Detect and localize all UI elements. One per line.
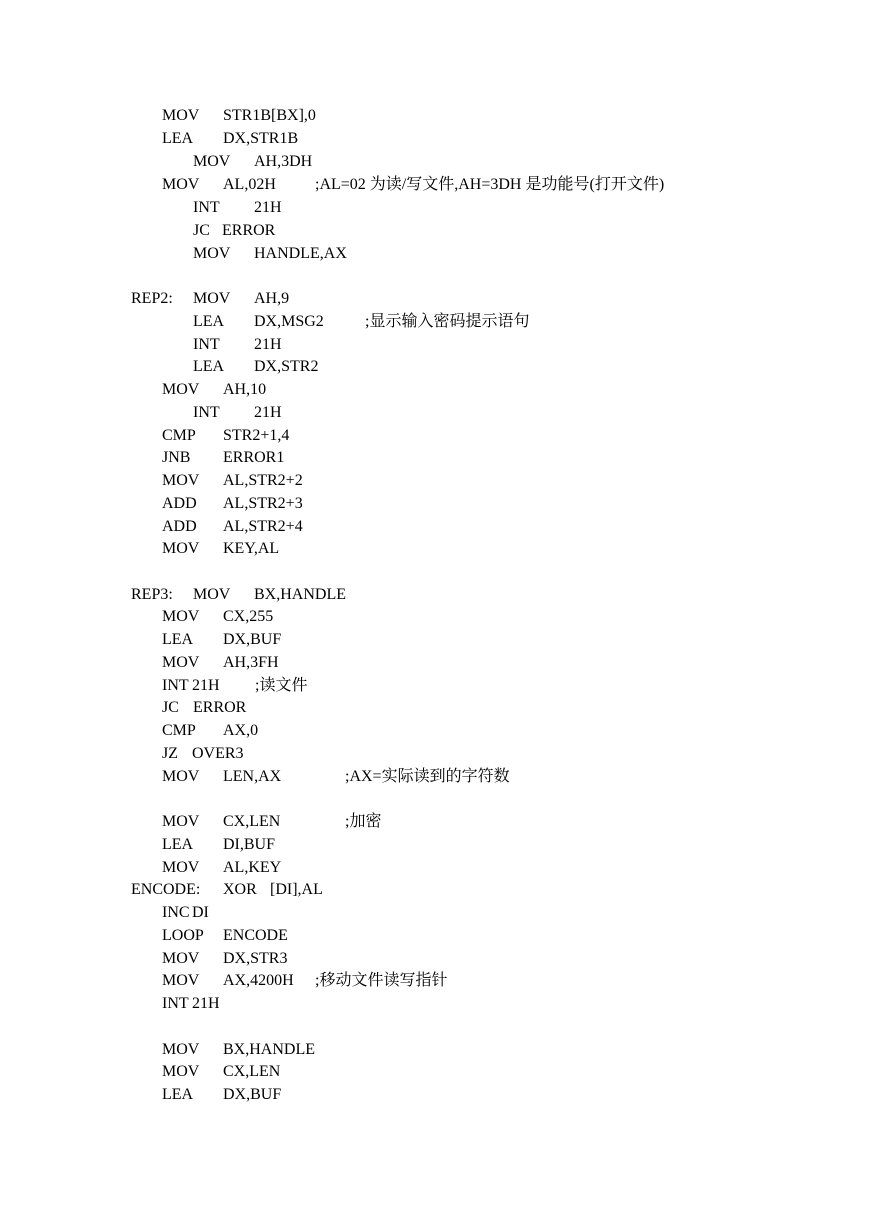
operands: STR2+1,4 [223,427,290,444]
code-line [162,129,722,149]
operands: DX,STR2 [254,358,319,375]
operands: LEN,AX [223,768,282,785]
comment: ;AL=02 为读/写文件,AH=3DH 是功能号(打开文件) [315,176,665,193]
code-line [193,335,753,355]
opcode: MOV [162,1063,200,1080]
code-line [131,585,731,605]
opcode: MOV [193,245,231,262]
operands: KEY,AL [223,540,280,557]
operands: 21H [192,995,220,1012]
operands: AX,0 [223,722,259,739]
operands: 21H [254,199,282,216]
code-line [162,539,722,559]
operands: AH,10 [223,381,267,398]
opcode: MOV [162,950,200,967]
code-line [162,744,722,764]
opcode: JC [193,222,210,239]
code-line [162,380,722,400]
opcode: MOV [162,768,200,785]
opcode: MOV [162,176,200,193]
code-line [162,767,722,787]
code-line [162,175,722,195]
opcode: MOV [162,813,200,830]
code-line [162,721,722,741]
operands: 21H [192,677,220,694]
operands: DI [192,904,209,921]
opcode: LEA [162,836,194,853]
opcode: LEA [193,313,225,330]
opcode: CMP [162,427,196,444]
code-line [193,221,753,241]
opcode: MOV [162,472,200,489]
operands: AL,KEY [223,859,282,876]
opcode: LEA [162,130,194,147]
opcode: MOV [193,586,231,603]
code-line [193,312,753,332]
operands: AX,4200H [223,972,294,989]
operands: AL,STR2+3 [223,495,303,512]
code-line [131,289,731,309]
code-line [193,403,753,423]
code-line [162,471,722,491]
opcode: XOR [223,881,257,898]
operands: DX,STR1B [223,130,299,147]
operands: AL,02H [223,176,276,193]
comment: ;加密 [345,813,382,830]
code-line [162,926,722,946]
operands: AL,STR2+2 [223,472,303,489]
operands: 21H [254,404,282,421]
operands: STR1B[BX],0 [223,107,316,124]
operands: [DI],AL [270,881,323,898]
operands: HANDLE,AX [254,245,347,262]
opcode: LEA [162,1086,194,1103]
opcode: MOV [162,972,200,989]
code-line [162,698,722,718]
code-line [162,812,722,832]
opcode: INT [162,677,189,694]
code-line [162,1062,722,1082]
opcode: MOV [162,608,200,625]
operands: ENCODE [223,927,288,944]
operands: DX,BUF [223,1086,282,1103]
opcode: INC [162,904,190,921]
opcode: MOV [193,290,231,307]
code-line [162,607,722,627]
code-line [162,1040,722,1060]
opcode: INT [162,995,189,1012]
operands: DX,MSG2 [254,313,324,330]
opcode: MOV [162,859,200,876]
code-line [162,676,722,696]
code-line [162,835,722,855]
opcode: INT [193,404,220,421]
opcode: MOV [162,540,200,557]
opcode: MOV [162,1041,200,1058]
opcode: CMP [162,722,196,739]
code-line [162,106,722,126]
operands: DI,BUF [223,836,276,853]
operands: ERROR1 [223,449,285,466]
operands: CX,255 [223,608,274,625]
code-line [162,653,722,673]
operands: BX,HANDLE [223,1041,315,1058]
code-line [193,152,753,172]
code-line [162,903,722,923]
opcode: MOV [162,107,200,124]
opcode: LEA [193,358,225,375]
opcode: LEA [162,631,194,648]
code-line [162,949,722,969]
code-line [162,971,722,991]
opcode: JZ [162,745,178,762]
operands: AH,3DH [254,153,313,170]
code-line [193,357,753,377]
operands: DX,STR3 [223,950,288,967]
opcode: ADD [162,495,197,512]
label: REP3: [131,586,173,603]
code-line [162,630,722,650]
code-line [162,517,722,537]
label: ENCODE: [131,881,201,898]
opcode: JNB [162,449,191,466]
opcode: JC [162,699,179,716]
code-line [193,198,753,218]
code-line [162,994,722,1014]
comment: ;读文件 [255,677,308,694]
opcode: MOV [193,153,231,170]
code-line [162,1085,722,1105]
code-line [131,880,731,900]
opcode: MOV [162,381,200,398]
operands: ERROR [222,222,276,239]
operands: ERROR [193,699,247,716]
comment: ;显示输入密码提示语句 [365,313,530,330]
comment: ;移动文件读写指针 [315,972,448,989]
code-line [162,448,722,468]
operands: OVER3 [192,745,244,762]
operands: DX,BUF [223,631,282,648]
operands: 21H [254,336,282,353]
code-line [162,494,722,514]
operands: CX,LEN [223,1063,281,1080]
operands: AH,9 [254,290,290,307]
operands: BX,HANDLE [254,586,346,603]
opcode: MOV [162,654,200,671]
opcode: ADD [162,518,197,535]
operands: AL,STR2+4 [223,518,303,535]
opcode: LOOP [162,927,204,944]
comment: ;AX=实际读到的字符数 [345,768,510,785]
label: REP2: [131,290,173,307]
code-line [162,858,722,878]
opcode: INT [193,336,220,353]
operands: AH,3FH [223,654,279,671]
operands: CX,LEN [223,813,281,830]
opcode: INT [193,199,220,216]
code-line [162,426,722,446]
code-line [193,244,753,264]
